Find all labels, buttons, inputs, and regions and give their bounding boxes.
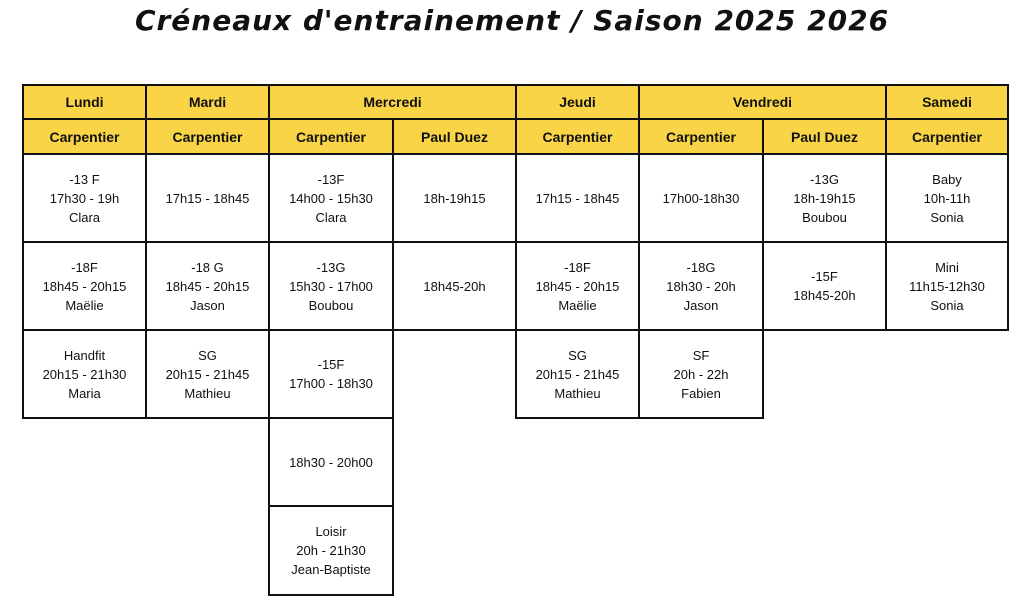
venue-header xyxy=(22,118,147,155)
slot-line: 14h00 - 15h30 xyxy=(289,190,373,206)
slot-cell xyxy=(638,329,764,419)
day-header-lundi xyxy=(22,84,147,120)
slot-line: 20h15 - 21h45 xyxy=(165,366,250,382)
venue-header-text: Carpentier xyxy=(295,128,367,145)
slot-cell xyxy=(762,241,887,331)
slot-cell xyxy=(268,417,394,507)
slot-line: Mini xyxy=(935,259,959,275)
slot-line: Fabien xyxy=(681,385,721,401)
slot-line: Boubou xyxy=(308,297,354,313)
slot-line: Maëlie xyxy=(65,297,104,313)
slot-cell xyxy=(515,153,640,243)
slot-line: -18G xyxy=(686,259,716,275)
slot-line: Mathieu xyxy=(554,385,601,401)
slot-cell xyxy=(392,241,517,331)
venue-header-text: Carpentier xyxy=(542,128,613,145)
slot-cell xyxy=(22,329,147,419)
venue-header xyxy=(762,118,887,155)
slot-cell xyxy=(638,241,764,331)
slot-cell xyxy=(268,329,394,419)
slot-line: -13F xyxy=(317,171,345,187)
day-header-mercredi xyxy=(268,84,517,120)
slot-cell xyxy=(268,505,394,596)
slot-line: -15F xyxy=(811,269,838,284)
slot-cell xyxy=(268,241,394,331)
venue-header-text: Carpentier xyxy=(665,128,737,145)
slot-cell xyxy=(515,241,640,331)
day-header-lundi-text: Lundi xyxy=(65,94,104,110)
venue-header xyxy=(638,118,764,155)
slot-line: Loisir xyxy=(315,524,347,539)
venue-header xyxy=(885,118,1009,155)
slot-line: -18 G xyxy=(191,259,224,275)
slot-line: Maëlie xyxy=(558,297,597,313)
slot-line: Sonia xyxy=(930,297,964,313)
slot-line: -18F xyxy=(564,259,591,275)
slot-line: 20h - 21h30 xyxy=(296,543,366,558)
slot-cell xyxy=(885,153,1009,243)
slot-line: Handfit xyxy=(63,347,106,363)
slot-line: 15h30 - 17h00 xyxy=(289,278,373,294)
day-header-jeudi xyxy=(515,84,640,120)
venue-header xyxy=(145,118,270,155)
slot-cell xyxy=(22,241,147,331)
slot-cell xyxy=(638,153,764,243)
slot-line: Clara xyxy=(68,209,101,225)
slot-line: Maria xyxy=(68,385,101,401)
slot-line: 20h15 - 21h45 xyxy=(535,366,620,382)
slot-cell xyxy=(762,153,887,243)
slot-line: Jean-Baptiste xyxy=(291,562,371,577)
slot-line: 17h00-18h30 xyxy=(662,190,740,206)
day-header-vendredi-text: Vendredi xyxy=(732,94,793,110)
slot-cell xyxy=(22,153,147,243)
venue-header-text: Carpentier xyxy=(172,128,243,145)
slot-line: 18h30 - 20h00 xyxy=(289,454,373,470)
slot-line: -15F xyxy=(317,357,345,372)
slot-cell xyxy=(145,241,270,331)
slot-line: 18h30 - 20h xyxy=(666,278,736,294)
day-header-mardi-text: Mardi xyxy=(188,94,227,110)
slot-line: -18F xyxy=(71,259,98,275)
day-header-vendredi xyxy=(638,84,887,120)
slot-line: Boubou xyxy=(802,209,847,225)
slot-line: 18h-19h15 xyxy=(423,190,486,206)
venue-header-text: Carpentier xyxy=(911,128,983,145)
slot-line: Sonia xyxy=(930,209,964,225)
slot-line: 17h00 - 18h30 xyxy=(289,376,373,391)
day-header-mardi xyxy=(145,84,270,120)
slot-line: Mathieu xyxy=(184,385,231,401)
slot-line: SF xyxy=(692,347,710,363)
slot-cell xyxy=(268,153,394,243)
venue-header-text: Paul Duez xyxy=(421,128,488,145)
day-header-samedi xyxy=(885,84,1009,120)
slot-line: 20h15 - 21h30 xyxy=(42,366,127,382)
slot-cell xyxy=(145,329,270,419)
slot-line: Baby xyxy=(932,171,962,187)
slot-line: 18h45 - 20h15 xyxy=(535,278,620,294)
venue-header-text: Carpentier xyxy=(49,128,120,145)
venue-header xyxy=(515,118,640,155)
slot-line: 17h30 - 19h xyxy=(49,190,120,206)
venue-header xyxy=(392,118,517,155)
slot-cell xyxy=(392,153,517,243)
slot-line: Clara xyxy=(315,209,347,225)
slot-line: 18h-19h15 xyxy=(793,190,856,206)
day-header-jeudi-text: Jeudi xyxy=(559,94,596,110)
slot-line: -13 F xyxy=(69,171,100,187)
slot-line: 18h45 - 20h15 xyxy=(165,278,250,294)
slot-cell xyxy=(885,241,1009,331)
slot-line: 11h15-12h30 xyxy=(909,278,985,294)
slot-line: 17h15 - 18h45 xyxy=(165,190,250,206)
slot-line: -13G xyxy=(810,171,839,187)
day-header-samedi-text: Samedi xyxy=(922,94,972,110)
slot-line: -13G xyxy=(316,259,346,275)
slot-line: 17h15 - 18h45 xyxy=(535,190,620,206)
slot-line: 10h-11h xyxy=(923,190,971,206)
slot-line: Jason xyxy=(683,297,719,313)
slot-cell xyxy=(515,329,640,419)
slot-line: 20h - 22h xyxy=(673,366,729,382)
slot-cell xyxy=(145,153,270,243)
slot-line: Jason xyxy=(190,297,225,313)
slot-line: SG xyxy=(198,347,217,363)
slot-line: 18h45-20h xyxy=(793,288,856,303)
day-header-mercredi-text: Mercredi xyxy=(363,94,422,110)
slot-line: 18h45 - 20h15 xyxy=(42,278,127,294)
slot-line: SG xyxy=(568,347,587,363)
page-title: Créneaux d'entrainement / Saison 2025 2026 xyxy=(134,4,890,37)
slot-line: 18h45-20h xyxy=(423,278,486,294)
venue-header xyxy=(268,118,394,155)
venue-header-text: Paul Duez xyxy=(791,128,858,145)
